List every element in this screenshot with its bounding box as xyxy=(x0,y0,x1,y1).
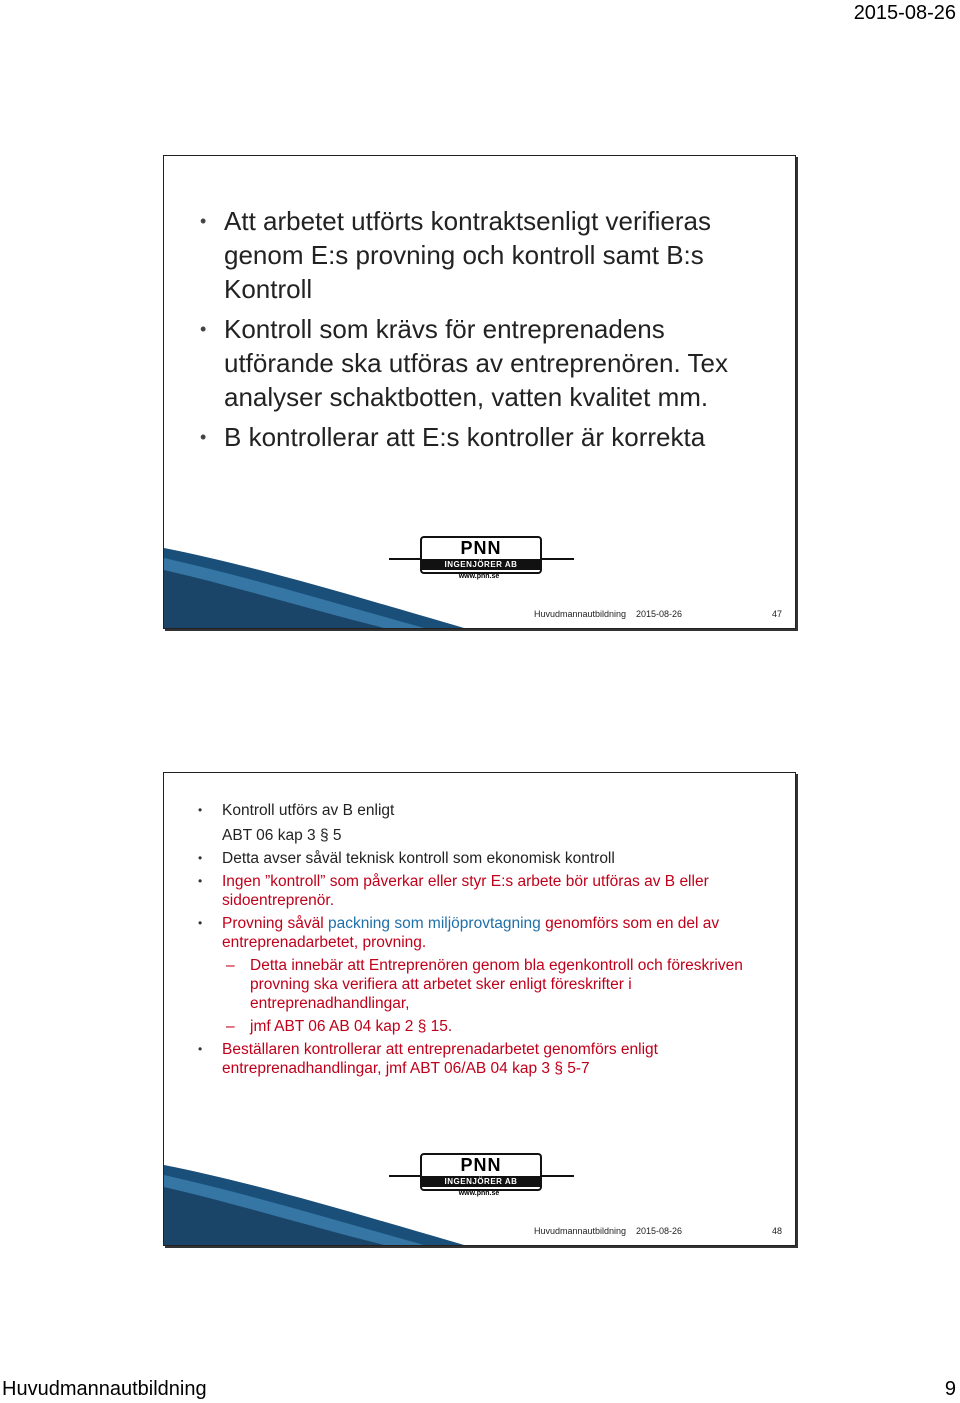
logo-url: www.pnn.se xyxy=(458,573,500,580)
logo-subtitle: INGENJÖRER AB xyxy=(422,1176,540,1187)
slide-footer-label: Huvudmannautbildning xyxy=(534,1226,627,1236)
bullet-icon: • xyxy=(200,211,207,231)
slide-footer-date: 2015-08-26 xyxy=(636,609,683,619)
page-date: 2015-08-26 xyxy=(853,2,956,24)
bullet-icon: • xyxy=(198,1042,203,1056)
logo-subtitle: INGENJÖRER AB xyxy=(422,559,540,570)
logo-name: PNN xyxy=(460,538,502,558)
bullet-icon: • xyxy=(198,874,203,888)
slide-47-bullet-3: • B kontrollerar att E:s kontroller är korrekta xyxy=(200,422,706,452)
page-footer-label: Huvudmannautbildning xyxy=(2,1378,207,1400)
slide-48-content xyxy=(198,801,768,1082)
slide-48-bullet-3: • Ingen ”kontroll” som påverkar eller styr E:s arbete bör utföras av B eller sidoentreprenör. xyxy=(198,873,709,909)
page-number: 9 xyxy=(944,1378,956,1400)
logo-box xyxy=(420,536,542,574)
bullet-icon: • xyxy=(200,319,207,339)
slide-48-subbullet-2: – jmf ABT 06 AB 04 kap 2 § 15. xyxy=(226,1018,453,1035)
dash-icon: – xyxy=(226,957,235,974)
pnn-logo xyxy=(389,536,574,584)
slide-47 xyxy=(163,155,796,629)
logo-rule-left xyxy=(389,558,421,560)
slide-footer-label: Huvudmannautbildning xyxy=(534,609,627,619)
pnn-logo xyxy=(389,1153,574,1201)
slide-48-bullet-1: • Kontroll utförs av B enligt ABT 06 kap 3 § 5 xyxy=(198,802,395,844)
dash-icon: – xyxy=(226,1018,235,1035)
logo-url: www.pnn.se xyxy=(458,1190,500,1197)
slide-47-bullet-list xyxy=(200,204,760,460)
slide-48 xyxy=(163,772,796,1246)
logo-name: PNN xyxy=(460,1155,502,1175)
bullet-icon: • xyxy=(198,851,203,865)
slide-48-subbullet-1: – Detta innebär att Entreprenören genom bla egenkontroll och föreskriven provning ska verifiera att arbetet sker enligt föreskrifter i entreprenadhandlingar, xyxy=(226,957,743,1012)
slide-number: 47 xyxy=(772,609,783,619)
bullet-icon: • xyxy=(200,427,207,447)
slide-number: 48 xyxy=(772,1226,783,1236)
logo-box xyxy=(420,1153,542,1191)
slide-47-bullet-1: • Att arbetet utförts kontraktsenligt verifieras genom E:s provning och kontroll samt B:s Kontroll xyxy=(200,206,711,304)
slide-footer-date: 2015-08-26 xyxy=(636,1226,683,1236)
slide-48-bullet-4: • Provning såväl packning som miljöprovtagning genomförs som en del av entreprenadarbetet, provning. xyxy=(198,915,720,951)
bullet-icon: • xyxy=(198,916,203,930)
slide-48-bullet-2: • Detta avser såväl teknisk kontroll som ekonomisk kontroll xyxy=(198,850,615,867)
logo-rule-left xyxy=(389,1175,421,1177)
logo-rule-right xyxy=(542,1175,574,1177)
logo-rule-right xyxy=(542,558,574,560)
slide-48-bullet-5: • Beställaren kontrollerar att entreprenadarbetet genomförs enligt entreprenadhandlingar, jmf ABT 06/AB 04 kap 3 § 5-7 xyxy=(198,1041,658,1077)
slide-47-bullet-2: • Kontroll som krävs för entreprenadens utförande ska utföras av entreprenören. Tex analyser schaktbotten, vatten kvalitet mm. xyxy=(200,314,728,412)
bullet-icon: • xyxy=(198,803,203,817)
